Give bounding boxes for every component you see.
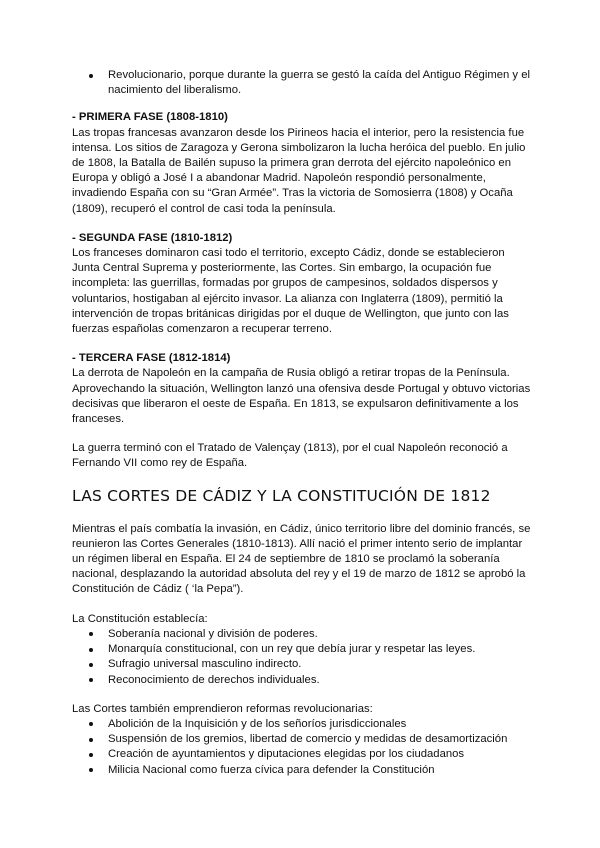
reforms-label: Las Cortes también emprendieron reformas revolucionarias: — [72, 702, 373, 715]
list-item: Creación de ayuntamientos y diputaciones elegidas por los ciudadanos — [72, 747, 532, 762]
list-item: Revolucionario, porque durante la guerra se gestó la caída del Antiguo Régimen y el nacimiento del liberalismo. — [72, 68, 532, 98]
phase-title: - TERCERA FASE (1812-1814) — [72, 352, 231, 365]
phase-3 — [72, 351, 532, 427]
phase-text: Los franceses dominaron casi todo el territorio, excepto Cádiz, donde se establecieron Junta Central Suprema y posteriormente, las Cortes. Sin embargo, la ocupación fue incompleta: las guerrillas, formadas por grupos de campesinos, soldados dispersos y voluntarios, hostigaban al ejército invasor. La alianza con Inglaterra (1809), permitió la intervención de tropas británicas dirigidas por el duque de Wellington, que junto con las fuerzas españolas comenzaron a recuperar terreno. — [72, 247, 509, 336]
list-item: Sufragio universal masculino indirecto. — [72, 657, 532, 672]
section-heading: LAS CORTES DE CÁDIZ Y LA CONSTITUCIÓN DE 1812 — [72, 486, 491, 505]
phase-text: La derrota de Napoleón en la campaña de Rusia obligó a retirar tropas de la Península. Aprovechando la situación, Wellington lanzó una ofensiva desde Portugal y obtuvo victorias decisivas que liberaron el oeste de España. En 1813, se expulsaron definitivamente a los franceses. — [72, 367, 531, 426]
phase-text: Las tropas francesas avanzaron desde los Pirineos hacia el interior, pero la resistencia fue intensa. Los sitios de Zaragoza y Gerona simbolizaron la lucha heróica del pueblo. En julio de 1808, la Batalla de Bailén supuso la primera gran derrota del ejército napoleónico en Europa y obligó a José I a abandonar Madrid. Napoleón respondió personalmente, invadiendo España con su “Gran Armée”. Tras la victoria de Somosierra (1808) y Ocaña (1809), recuperó el control de casi toda la península. — [72, 126, 526, 215]
phase-title: - SEGUNDA FASE (1810-1812) — [72, 231, 233, 244]
list-item: Reconocimiento de derechos individuales. — [72, 673, 532, 688]
constitution-block — [72, 612, 532, 688]
document-content — [72, 68, 532, 792]
list-item: Suspensión de los gremios, libertad de comercio y medidas de desamortización — [72, 732, 532, 747]
reforms-list — [72, 717, 532, 778]
phase-1 — [72, 110, 532, 216]
list-item: Soberanía nacional y división de poderes. — [72, 627, 532, 642]
list-item: Monarquía constitucional, con un rey que debía jurar y respetar las leyes. — [72, 642, 532, 657]
constitution-label: La Constitución establecía: — [72, 612, 208, 625]
intro-bullet-list — [72, 68, 532, 98]
list-item: Milicia Nacional como fuerza cívica para defender la Constitución — [72, 763, 532, 778]
phase-2 — [72, 231, 532, 337]
constitution-list — [72, 627, 532, 688]
list-item: Abolición de la Inquisición y de los señoríos jurisdiccionales — [72, 717, 532, 732]
reforms-block — [72, 702, 532, 778]
section-intro-paragraph: Mientras el país combatía la invasión, en Cádiz, único territorio libre del dominio francés, se reunieron las Cortes Generales (1810-1813). Allí nació el primer intento serio de implantar un régimen liberal en España. El 24 de septiembre de 1810 se proclamó la soberanía nacional, desplazando la autoridad absoluta del rey y el 19 de marzo de 1812 se aprobó la Constitución de Cádiz ( ‘la Pepa”). — [72, 522, 531, 596]
phase-title: - PRIMERA FASE (1808-1810) — [72, 111, 228, 124]
war-end-paragraph: La guerra terminó con el Tratado de Valençay (1813), por el cual Napoleón reconoció a Fernando VII como rey de España. — [72, 442, 508, 470]
